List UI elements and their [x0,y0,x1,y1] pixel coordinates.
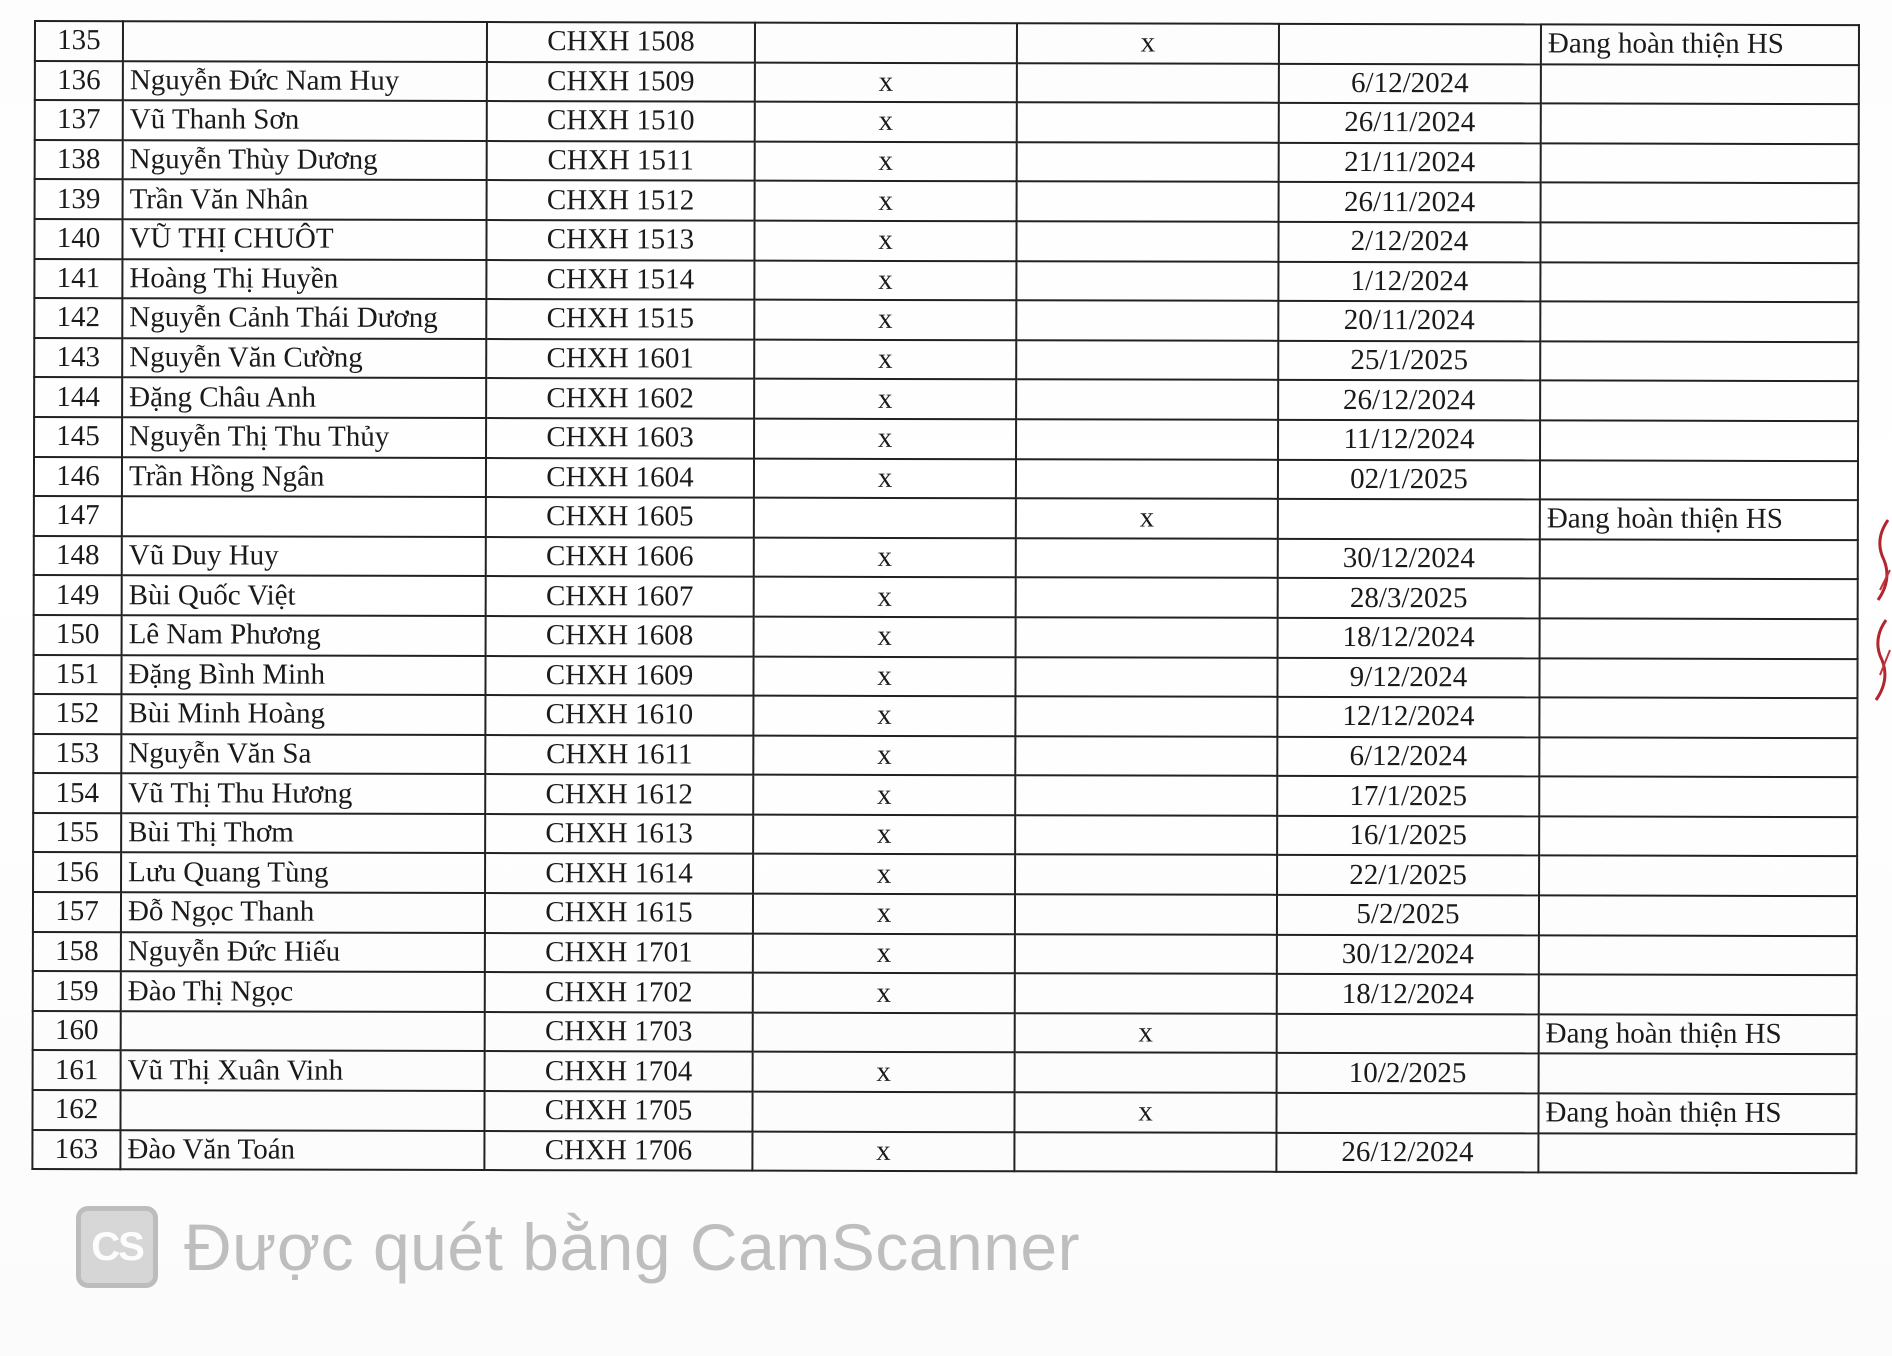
mark-column-a-cell: x [754,221,1016,261]
note-cell: Đang hoàn thiện HS [1539,1014,1857,1054]
mark-column-a-cell: x [755,141,1017,181]
note-cell [1539,777,1857,817]
mark-column-a-cell: x [753,1052,1015,1092]
apartment-code-cell: CHXH 1609 [485,656,753,696]
date-cell: 1/12/2024 [1278,261,1540,301]
table-row [33,773,1857,817]
table-row [34,417,1858,461]
apartment-code-cell: CHXH 1612 [485,774,753,814]
row-number-cell: 140 [34,219,122,259]
mark-column-a-cell: x [753,815,1015,855]
full-name-cell: Nguyễn Cảnh Thái Dương [122,298,486,338]
mark-column-b-cell [1016,380,1278,420]
row-number-cell: 146 [34,457,122,497]
row-number-cell: 137 [35,100,123,140]
date-cell: 26/11/2024 [1279,182,1541,222]
mark-column-b-cell [1017,182,1279,222]
note-cell [1540,460,1858,500]
apartment-code-cell: CHXH 1607 [486,576,754,616]
note-cell [1540,420,1858,460]
mark-column-a-cell: x [754,339,1016,379]
table-row [33,932,1857,976]
apartment-code-cell: CHXH 1605 [486,497,754,537]
full-name-cell: Nguyễn Văn Cường [122,338,486,378]
note-cell [1539,975,1857,1015]
row-number-cell: 156 [33,852,121,892]
date-cell: 30/12/2024 [1277,934,1539,974]
table-row [32,1090,1856,1134]
apartment-code-cell: CHXH 1615 [485,893,753,933]
full-name-cell: Trần Hồng Ngân [122,457,486,497]
mark-column-a-cell: x [754,617,1016,657]
table-row [35,140,1859,184]
full-name-cell: Vũ Duy Huy [122,536,486,576]
mark-column-a-cell: x [754,537,1016,577]
row-number-cell: 160 [33,1011,121,1051]
row-number-cell: 150 [34,615,122,655]
apartment-code-cell: CHXH 1508 [487,22,755,62]
mark-column-b-cell [1017,63,1279,103]
table-row [32,1130,1856,1174]
table-row [34,377,1858,421]
mark-column-b-cell [1015,696,1277,736]
date-cell: 25/1/2025 [1278,341,1540,381]
table-row [34,536,1858,580]
table-row [33,813,1857,857]
note-cell [1541,104,1859,144]
full-name-cell: Đặng Bình Minh [121,655,485,695]
note-cell: Đang hoàn thiện HS [1540,500,1858,540]
date-cell [1276,1093,1538,1133]
full-name-cell: Đỗ Ngọc Thanh [121,892,485,932]
note-cell [1541,143,1859,183]
row-number-cell: 159 [33,971,121,1011]
mark-column-b-cell [1015,1053,1277,1093]
row-number-cell: 162 [32,1090,120,1130]
full-name-cell: Nguyễn Đức Hiếu [121,932,485,972]
row-number-cell: 148 [34,536,122,576]
table-row [34,338,1858,382]
mark-column-b-cell [1015,934,1277,974]
table-row [34,219,1858,263]
apartment-code-cell: CHXH 1704 [485,1051,753,1091]
apartment-roster-table [31,20,1860,1174]
apartment-code-cell: CHXH 1608 [486,616,754,656]
mark-column-b-cell [1016,340,1278,380]
note-cell [1540,618,1858,658]
apartment-code-cell: CHXH 1511 [487,141,755,181]
mark-column-a-cell: x [754,458,1016,498]
note-cell [1539,658,1857,698]
mark-column-b-cell [1015,736,1277,776]
table-row [34,259,1858,303]
table-row [33,1050,1857,1094]
watermark-text: Được quét bằng CamScanner [184,1210,1081,1284]
camscanner-watermark [76,1205,1080,1289]
mark-column-b-cell [1015,815,1277,855]
mark-column-b-cell [1015,855,1277,895]
apartment-code-cell: CHXH 1706 [484,1131,752,1171]
row-number-cell: 136 [35,61,123,101]
mark-column-a-cell: x [753,735,1015,775]
apartment-code-cell: CHXH 1513 [486,220,754,260]
mark-column-a-cell: x [753,775,1015,815]
note-cell [1539,698,1857,738]
full-name-cell [122,496,486,536]
mark-column-b-cell [1017,102,1279,142]
mark-column-a-cell: x [753,894,1015,934]
row-number-cell: 143 [34,338,122,378]
date-cell: 5/2/2025 [1277,895,1539,935]
row-number-cell: 161 [33,1050,121,1090]
apartment-code-cell: CHXH 1702 [485,972,753,1012]
full-name-cell: Bùi Quốc Việt [122,576,486,616]
note-cell [1539,935,1857,975]
full-name-cell: Trần Văn Nhân [123,180,487,220]
row-number-cell: 144 [34,377,122,417]
full-name-cell [121,1011,485,1051]
mark-column-b-cell: x [1017,23,1279,63]
table-row [33,734,1857,778]
table-row [33,971,1857,1015]
date-cell: 9/12/2024 [1277,657,1539,697]
note-cell [1540,381,1858,421]
mark-column-b-cell [1016,419,1278,459]
full-name-cell: Bùi Thị Thơm [121,813,485,853]
row-number-cell: 153 [33,734,121,774]
table-row [34,457,1858,501]
date-cell: 11/12/2024 [1278,420,1540,460]
mark-column-a-cell [755,23,1017,63]
row-number-cell: 155 [33,813,121,853]
mark-column-b-cell: x [1015,1013,1277,1053]
apartment-code-cell: CHXH 1611 [485,735,753,775]
full-name-cell: Lưu Quang Tùng [121,853,485,893]
date-cell: 6/12/2024 [1277,737,1539,777]
mark-column-a-cell: x [755,62,1017,102]
mark-column-b-cell [1017,142,1279,182]
note-cell [1541,183,1859,223]
row-number-cell: 142 [34,298,122,338]
mark-column-b-cell [1015,776,1277,816]
row-number-cell: 154 [33,773,121,813]
table-row [34,298,1858,342]
apartment-code-cell: CHXH 1614 [485,853,753,893]
row-number-cell: 149 [34,575,122,615]
mark-column-a-cell [754,498,1016,538]
note-cell [1540,539,1858,579]
row-number-cell: 139 [35,179,123,219]
note-cell [1538,1133,1856,1173]
mark-column-b-cell [1015,973,1277,1013]
table-row [34,496,1858,540]
date-cell: 30/12/2024 [1278,539,1540,579]
apartment-code-cell: CHXH 1703 [485,1012,753,1052]
mark-column-a-cell: x [754,260,1016,300]
note-cell [1540,262,1858,302]
date-cell: 20/11/2024 [1278,301,1540,341]
row-number-cell: 135 [35,21,123,61]
mark-column-b-cell [1016,300,1278,340]
note-cell [1539,816,1857,856]
mark-column-b-cell [1016,538,1278,578]
date-cell: 26/12/2024 [1276,1132,1538,1172]
mark-column-a-cell: x [753,656,1015,696]
table-row [33,655,1857,699]
note-cell: Đang hoàn thiện HS [1541,24,1859,64]
apartment-code-cell: CHXH 1603 [486,418,754,458]
mark-column-a-cell: x [754,379,1016,419]
row-number-cell: 147 [34,496,122,536]
full-name-cell: Vũ Thị Xuân Vinh [121,1051,485,1091]
full-name-cell: Đặng Châu Anh [122,378,486,418]
mark-column-a-cell: x [753,854,1015,894]
date-cell: 6/12/2024 [1279,63,1541,103]
full-name-cell: VŨ THỊ CHUÔT [122,219,486,259]
mark-column-a-cell [753,1012,1015,1052]
note-cell [1541,64,1859,104]
mark-column-a-cell [752,1092,1014,1132]
full-name-cell: Vũ Thị Thu Hương [121,773,485,813]
date-cell [1277,1014,1539,1054]
row-number-cell: 138 [35,140,123,180]
mark-column-b-cell: x [1016,498,1278,538]
apartment-code-cell: CHXH 1705 [484,1091,752,1131]
mark-column-a-cell: x [754,300,1016,340]
date-cell: 17/1/2025 [1277,776,1539,816]
mark-column-a-cell: x [753,696,1015,736]
date-cell [1279,24,1541,64]
apartment-code-cell: CHXH 1602 [486,378,754,418]
full-name-cell [120,1090,484,1130]
table-row [34,575,1858,619]
apartment-code-cell: CHXH 1512 [487,180,755,220]
table-row [35,21,1859,65]
note-cell [1540,341,1858,381]
row-number-cell: 152 [33,694,121,734]
date-cell: 10/2/2025 [1277,1053,1539,1093]
date-cell: 02/1/2025 [1278,459,1540,499]
table-row [33,694,1857,738]
date-cell [1278,499,1540,539]
full-name-cell: Nguyễn Văn Sa [121,734,485,774]
table-row [35,100,1859,144]
table-row [33,892,1857,936]
mark-column-b-cell [1016,578,1278,618]
full-name-cell: Hoàng Thị Huyền [122,259,486,299]
mark-column-b-cell: x [1014,1092,1276,1132]
camscanner-logo-icon: CS [76,1206,158,1288]
row-number-cell: 151 [33,655,121,695]
mark-column-a-cell: x [754,577,1016,617]
apartment-code-cell: CHXH 1510 [487,101,755,141]
table-row [34,615,1858,659]
full-name-cell: Vũ Thanh Sơn [123,100,487,140]
full-name-cell: Đào Thị Ngọc [121,971,485,1011]
note-cell [1540,579,1858,619]
note-cell [1540,302,1858,342]
mark-column-b-cell [1016,261,1278,301]
mark-column-a-cell: x [755,102,1017,142]
row-number-cell: 141 [34,259,122,299]
full-name-cell: Bùi Minh Hoàng [121,694,485,734]
table-row [33,1011,1857,1055]
mark-column-b-cell [1015,657,1277,697]
row-number-cell: 145 [34,417,122,457]
date-cell: 26/11/2024 [1279,103,1541,143]
mark-column-a-cell: x [755,181,1017,221]
apartment-code-cell: CHXH 1610 [485,695,753,735]
apartment-code-cell: CHXH 1514 [486,260,754,300]
mark-column-a-cell: x [754,419,1016,459]
note-cell [1539,856,1857,896]
full-name-cell [123,21,487,61]
date-cell: 16/1/2025 [1277,816,1539,856]
note-cell [1539,895,1857,935]
mark-column-b-cell [1014,1132,1276,1172]
row-number-cell: 157 [33,892,121,932]
date-cell: 12/12/2024 [1277,697,1539,737]
row-number-cell: 158 [33,932,121,972]
mark-column-b-cell [1016,617,1278,657]
full-name-cell: Nguyễn Đức Nam Huy [123,61,487,101]
note-cell [1539,737,1857,777]
full-name-cell: Nguyễn Thùy Dương [123,140,487,180]
mark-column-a-cell: x [753,973,1015,1013]
apartment-code-cell: CHXH 1601 [486,339,754,379]
date-cell: 18/12/2024 [1277,974,1539,1014]
date-cell: 28/3/2025 [1278,578,1540,618]
note-cell [1540,222,1858,262]
red-seal-fragment [1866,500,1892,730]
apartment-code-cell: CHXH 1613 [485,814,753,854]
mark-column-b-cell [1016,221,1278,261]
full-name-cell: Lê Nam Phương [122,615,486,655]
date-cell: 21/11/2024 [1279,143,1541,183]
mark-column-a-cell: x [752,1131,1014,1171]
apartment-code-cell: CHXH 1604 [486,458,754,498]
mark-column-a-cell: x [753,933,1015,973]
full-name-cell: Đào Văn Toán [120,1130,484,1170]
date-cell: 22/1/2025 [1277,855,1539,895]
date-cell: 26/12/2024 [1278,380,1540,420]
note-cell: Đang hoàn thiện HS [1538,1093,1856,1133]
table-row [35,179,1859,223]
apartment-code-cell: CHXH 1606 [486,537,754,577]
date-cell: 2/12/2024 [1278,222,1540,262]
row-number-cell: 163 [32,1130,120,1170]
apartment-code-cell: CHXH 1515 [486,299,754,339]
mark-column-b-cell [1015,894,1277,934]
table-body [32,21,1859,1173]
date-cell: 18/12/2024 [1278,618,1540,658]
table-row [35,61,1859,105]
table-row [33,852,1857,896]
mark-column-b-cell [1016,459,1278,499]
full-name-cell: Nguyễn Thị Thu Thủy [122,417,486,457]
apartment-code-cell: CHXH 1509 [487,62,755,102]
apartment-code-cell: CHXH 1701 [485,933,753,973]
note-cell [1539,1054,1857,1094]
